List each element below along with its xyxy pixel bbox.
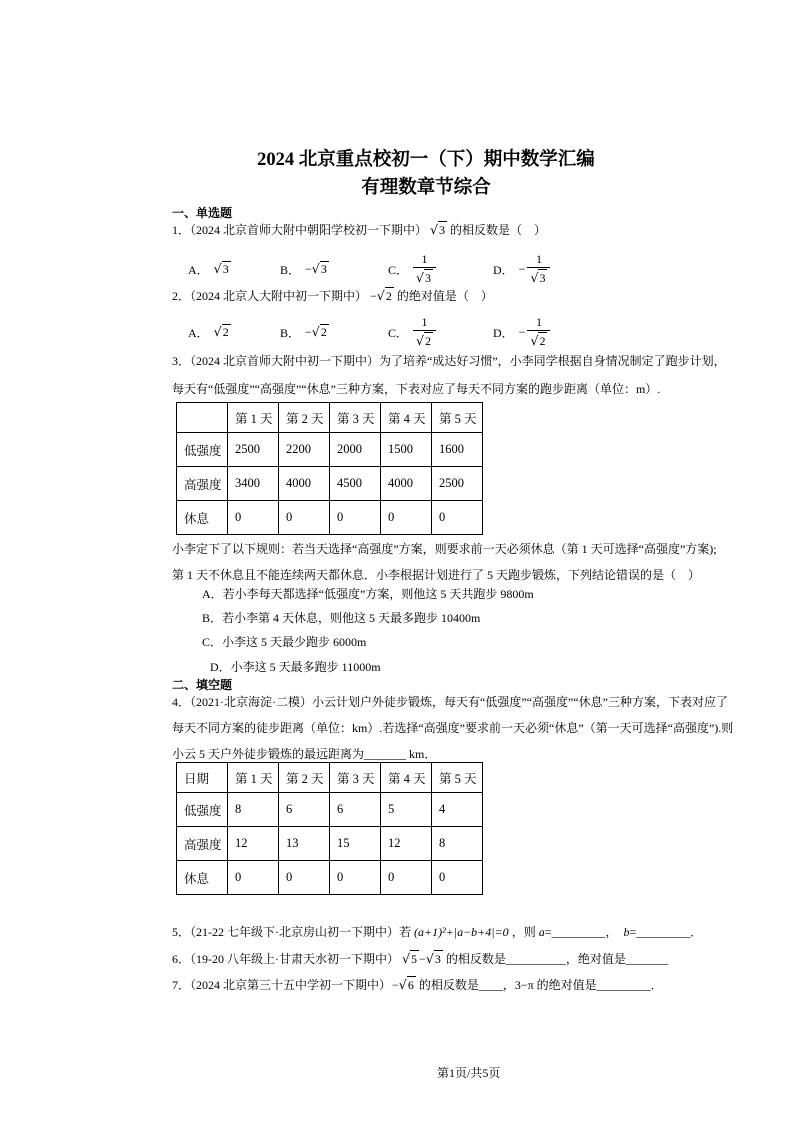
- radicand: 6: [407, 978, 414, 992]
- question-5-text: ，则: [511, 925, 539, 939]
- variable-b: b: [623, 925, 630, 939]
- question-4-stem-line2: 每天不同方案的徒步距离（单位：km）.若选择“高强度”要求前一天必须“休息”（第一天可选择“高强度”).则: [172, 721, 734, 735]
- table-cell: 5: [381, 793, 432, 827]
- table-row: [177, 433, 483, 467]
- question-2-option-c: [388, 315, 493, 350]
- negative-sqrt-expression: [370, 289, 394, 303]
- radicand: 2: [539, 333, 546, 348]
- question-1-option-b: [280, 261, 388, 278]
- row-label-cell: 高强度: [177, 827, 228, 861]
- equation-expression: (a+1)²+|a−b+4|=0: [414, 925, 509, 939]
- table-header-cell: 第 5 天: [432, 763, 483, 793]
- table-cell: 4500: [330, 467, 381, 501]
- table-cell: 12: [381, 827, 432, 861]
- option-label: B．: [280, 325, 301, 340]
- table-header-row: [177, 763, 483, 793]
- question-2-option-d: [493, 315, 550, 350]
- sqrt-expression: [402, 950, 419, 968]
- question-3-option-d: D．小李这 5 天最多跑步 11000m: [210, 660, 381, 674]
- hiking-distance-table: [176, 762, 483, 895]
- sqrt-expression: [312, 261, 329, 277]
- sqrt-expression: [530, 332, 547, 350]
- radical-sign: √: [213, 261, 222, 276]
- table-row: [177, 861, 483, 895]
- radical-sign: √: [530, 269, 539, 285]
- table-cell: 2000: [330, 433, 381, 467]
- radical-sign: √: [530, 332, 539, 348]
- table-header-cell: 第 2 天: [279, 763, 330, 793]
- running-distance-table: [176, 402, 483, 535]
- table-row: [177, 467, 483, 501]
- fraction: [413, 252, 436, 287]
- table-row: [177, 793, 483, 827]
- minus-sign: −: [305, 261, 312, 276]
- question-5: [172, 924, 702, 941]
- radicand: 2: [385, 289, 392, 303]
- table-cell: 0: [228, 501, 279, 535]
- numerator: 1: [535, 314, 542, 329]
- question-1-stem: [172, 221, 546, 239]
- fraction: [527, 315, 550, 350]
- sqrt-expression: [214, 324, 231, 340]
- question-6: [172, 950, 668, 968]
- denominator: [413, 267, 436, 287]
- question-3-rules-line2: 第 1 天不休息且不能连续两天都休息．小李根据计划进行了 5 天跑步锻炼，下列结论错误的是（ ）: [172, 568, 701, 582]
- radicand: 3: [539, 270, 546, 285]
- numerator: 1: [421, 314, 428, 329]
- radical-sign: √: [416, 332, 425, 348]
- section-1-heading: 一、单选题: [172, 206, 233, 220]
- answer-blank-a: =_________: [544, 925, 606, 939]
- sqrt-expression: [430, 221, 447, 239]
- table-cell: 0: [432, 861, 483, 895]
- question-4-stem-line1: 4．（2021·北京海淀·二模）小云计划户外徒步锻炼，每天有“低强度”“高强度”“休息”三种方案，下表对应了: [172, 695, 728, 709]
- table-row: [177, 501, 483, 535]
- table-cell: 0: [228, 861, 279, 895]
- row-label-cell: 低强度: [177, 433, 228, 467]
- sqrt-expression: [426, 950, 443, 968]
- section-2-heading: 二、填空题: [172, 678, 233, 692]
- fraction: [413, 315, 436, 350]
- table-cell: 4000: [381, 467, 432, 501]
- numerator: 1: [535, 251, 542, 266]
- minus-sign: −: [392, 978, 399, 992]
- radical-sign: √: [213, 324, 222, 339]
- row-label-cell: 休息: [177, 861, 228, 895]
- denominator: [527, 267, 550, 287]
- question-3-option-b: B．若小李第 4 天休息，则他这 5 天最多跑步 10400m: [202, 611, 481, 625]
- table-header-cell: 第 1 天: [228, 763, 279, 793]
- page-title-line1: 2024 北京重点校初一（下）期中数学汇编: [257, 150, 595, 170]
- question-4-stem-line3: 小云 5 天户外徒步锻炼的最远距离为_______ km．: [172, 747, 437, 761]
- sqrt-expression: [416, 269, 433, 287]
- table-cell: 3400: [228, 467, 279, 501]
- radicand: 3: [222, 262, 229, 276]
- minus-sign: −: [419, 952, 426, 966]
- option-label: C．: [388, 325, 409, 340]
- option-label: A．: [188, 325, 209, 340]
- question-7-source: 7．（2024 北京第三十五中学初一下期中）: [172, 978, 392, 992]
- option-label: A．: [188, 262, 209, 277]
- question-2-option-a: [188, 324, 280, 341]
- radicand: 3: [425, 270, 432, 285]
- question-1-option-d: [493, 252, 550, 287]
- table-cell: 1600: [432, 433, 483, 467]
- sqrt-expression: [214, 261, 231, 277]
- question-2-text: 的绝对值是（ ）: [396, 289, 493, 303]
- table-header-cell: 第 3 天: [330, 763, 381, 793]
- row-label-cell: 高强度: [177, 467, 228, 501]
- variable-a: a: [538, 925, 545, 939]
- question-7: [172, 976, 663, 994]
- signed-fraction: [519, 252, 551, 287]
- question-3-option-c: C．小李这 5 天最少跑步 6000m: [202, 635, 367, 649]
- option-label: D．: [493, 325, 514, 340]
- row-label-cell: 低强度: [177, 793, 228, 827]
- radical-sign: √: [376, 288, 385, 303]
- page-number: 第1页/共5页: [437, 1066, 501, 1080]
- question-3-stem-line1: 3．（2024 北京首师大附中初一下期中）为了培养“成达好习惯”，小李同学根据自身情况制定了跑步计划，: [172, 354, 726, 368]
- table-cell: 0: [381, 501, 432, 535]
- radicand: 5: [411, 952, 418, 966]
- minus-sign: −: [305, 324, 312, 339]
- table-row: [177, 827, 483, 861]
- option-label: C．: [388, 262, 409, 277]
- question-2-stem: [172, 287, 493, 305]
- question-6-text: 的相反数是__________，绝对值是_______: [445, 952, 668, 966]
- signed-fraction: [519, 315, 551, 350]
- denominator: [527, 330, 550, 350]
- table-cell: 12: [228, 827, 279, 861]
- radical-sign: √: [398, 977, 407, 992]
- table-header-cell: 第 2 天: [279, 403, 330, 433]
- table-cell: 1500: [381, 433, 432, 467]
- table-cell: 8: [228, 793, 279, 827]
- radical-sign: √: [311, 324, 320, 339]
- table-cell: 4000: [279, 467, 330, 501]
- table-cell: 4: [432, 793, 483, 827]
- sqrt-expression: [377, 287, 394, 305]
- numerator: 1: [421, 251, 428, 266]
- question-2-source: 2．（2024 北京人大附中初一下期中）: [172, 289, 368, 303]
- table-cell: 2500: [432, 467, 483, 501]
- fraction: [527, 252, 550, 287]
- radicand: 2: [320, 325, 327, 339]
- question-3-option-a: A．若小李每天都选择“低强度”方案，则他这 5 天共跑步 9800m: [202, 587, 534, 601]
- table-cell: 0: [330, 501, 381, 535]
- question-3-rules-line1: 小李定下了以下规则：若当天选择“高强度”方案，则要求前一天必须休息（第 1 天可选择“高强度”方案);: [172, 542, 717, 556]
- separator: ，: [605, 925, 624, 939]
- table-cell: 15: [330, 827, 381, 861]
- table-cell: 6: [279, 793, 330, 827]
- table-header-row: [177, 403, 483, 433]
- radicand: 3: [320, 262, 327, 276]
- radical-sign: √: [430, 222, 439, 237]
- table-cell: 2200: [279, 433, 330, 467]
- question-2-option-b: [280, 324, 388, 341]
- minus-sign: −: [370, 289, 377, 303]
- sqrt-expression: [312, 324, 329, 340]
- answer-blank-b: =_________．: [629, 925, 703, 939]
- question-6-source: 6．（19-20 八年级上·甘肃天水初一下期中）: [172, 952, 399, 966]
- table-header-cell: 第 4 天: [381, 763, 432, 793]
- table-cell: 0: [432, 501, 483, 535]
- table-cell: 13: [279, 827, 330, 861]
- table-cell: 0: [279, 501, 330, 535]
- table-cell: 0: [381, 861, 432, 895]
- question-7-text: 的相反数是____，3−π 的绝对值是_________．: [418, 978, 663, 992]
- radicand: 3: [434, 952, 441, 966]
- table-cell: 8: [432, 827, 483, 861]
- question-5-source: 5．（21-22 七年级下·北京房山初一下期中）若: [172, 925, 411, 939]
- table-cell: 2500: [228, 433, 279, 467]
- sqrt-expression: [399, 976, 416, 994]
- table-header-cell: 第 4 天: [381, 403, 432, 433]
- table-cell: 0: [279, 861, 330, 895]
- question-1-option-c: [388, 252, 493, 287]
- minus-sign: −: [518, 324, 526, 339]
- table-cell: 6: [330, 793, 381, 827]
- question-1-source: 1．（2024 北京首师大附中朝阳学校初一下期中）: [172, 223, 428, 237]
- minus-sign: −: [518, 261, 526, 276]
- radical-sign: √: [402, 951, 411, 966]
- radicand: 3: [439, 223, 446, 237]
- radicand: 2: [222, 325, 229, 339]
- negative-sqrt-expression: [392, 978, 416, 992]
- question-2-options: [188, 306, 733, 358]
- radical-sign: √: [416, 269, 425, 285]
- option-label: B．: [280, 262, 301, 277]
- table-header-cell: 第 1 天: [228, 403, 279, 433]
- option-label: D．: [493, 262, 514, 277]
- row-label-cell: 休息: [177, 501, 228, 535]
- table-header-cell: 第 3 天: [330, 403, 381, 433]
- radical-sign: √: [425, 951, 434, 966]
- question-1-text: 的相反数是（ ）: [450, 223, 547, 237]
- radicand: 2: [425, 333, 432, 348]
- question-1-option-a: [188, 261, 280, 278]
- table-cell: 0: [330, 861, 381, 895]
- page-title-line2: 有理数章节综合: [361, 178, 491, 198]
- sqrt-expression: [530, 269, 547, 287]
- sqrt-expression: [416, 332, 433, 350]
- radical-sign: √: [311, 261, 320, 276]
- table-header-cell: [177, 403, 228, 433]
- table-header-cell: 日期: [177, 763, 228, 793]
- question-3-stem-line2: 每天有“低强度”“高强度”“休息”三种方案，下表对应了每天不同方案的跑步距离（单位：m）.: [172, 382, 661, 396]
- table-header-cell: 第 5 天: [432, 403, 483, 433]
- denominator: [413, 330, 436, 350]
